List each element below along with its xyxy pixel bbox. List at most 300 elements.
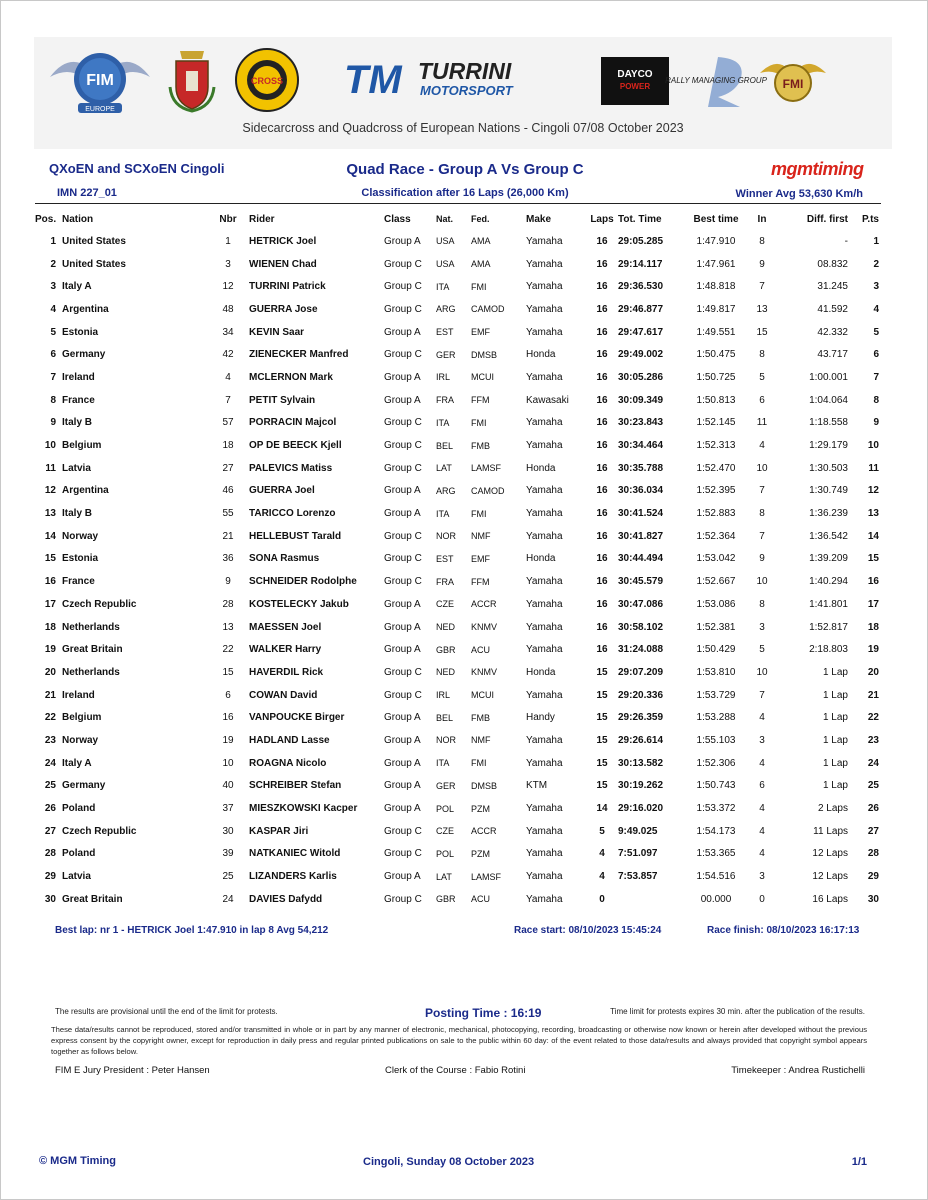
cell-make: Yamaha bbox=[526, 576, 563, 588]
cell-points: 18 bbox=[867, 621, 879, 633]
cell-best-lap-in: 3 bbox=[759, 621, 765, 633]
cell-make: Yamaha bbox=[526, 235, 563, 247]
cell-points: 12 bbox=[867, 485, 879, 497]
cell-diff-first: 43.717 bbox=[817, 349, 848, 361]
cell-position: 24 bbox=[44, 757, 56, 769]
cell-diff-first: 1:30.503 bbox=[809, 462, 848, 474]
cell-total-time: 29:49.002 bbox=[618, 349, 664, 361]
cell-nat-code: USA bbox=[436, 259, 455, 270]
table-row bbox=[35, 412, 881, 435]
table-row bbox=[35, 525, 881, 548]
table-header-row bbox=[35, 208, 881, 230]
cell-position: 26 bbox=[44, 803, 56, 815]
cell-diff-first: 1:04.064 bbox=[809, 394, 848, 406]
cell-best-time: 1:53.288 bbox=[696, 712, 736, 724]
cell-total-time: 30:41.524 bbox=[618, 508, 664, 520]
cell-position: 2 bbox=[50, 258, 56, 270]
cell-best-lap-in: 10 bbox=[756, 462, 768, 474]
cell-number: 9 bbox=[225, 576, 231, 588]
cell-rider: SONA Rasmus bbox=[249, 553, 320, 565]
clerk-of-course: Clerk of the Course : Fabio Rotini bbox=[385, 1065, 526, 1076]
provisional-note: The results are provisional until the end of the limit for protests. bbox=[55, 1007, 278, 1016]
cell-best-lap-in: 10 bbox=[756, 666, 768, 678]
cell-position: 6 bbox=[50, 349, 56, 361]
cell-position: 10 bbox=[44, 440, 56, 452]
cell-make: Yamaha bbox=[526, 871, 563, 883]
cell-diff-first: 08.832 bbox=[817, 258, 848, 270]
cell-best-time: 1:50.725 bbox=[696, 371, 736, 383]
cell-nat-code: IRL bbox=[436, 690, 451, 701]
cell-total-time: 31:24.088 bbox=[618, 644, 664, 656]
cell-points: 20 bbox=[867, 666, 879, 678]
cell-make: Handy bbox=[526, 712, 555, 724]
col-class-header: Class bbox=[384, 213, 411, 225]
cell-position: 15 bbox=[44, 553, 56, 565]
cell-best-lap-in: 4 bbox=[759, 848, 765, 860]
table-row bbox=[35, 616, 881, 639]
cell-best-time: 1:52.313 bbox=[696, 440, 736, 452]
cell-total-time: 30:35.788 bbox=[618, 462, 664, 474]
posting-time: Posting Time : 16:19 bbox=[425, 1006, 542, 1020]
cell-make: Honda bbox=[526, 462, 556, 474]
cell-federation: FMI bbox=[471, 281, 487, 292]
cell-number: 21 bbox=[222, 530, 234, 542]
cell-best-time: 1:54.173 bbox=[696, 825, 736, 837]
dayco-logo-text: DAYCO bbox=[617, 69, 653, 80]
cell-laps: 16 bbox=[596, 440, 608, 452]
cell-best-lap-in: 8 bbox=[759, 235, 765, 247]
cell-laps: 16 bbox=[596, 258, 608, 270]
cell-nat-code: ARG bbox=[436, 485, 456, 496]
table-row bbox=[35, 502, 881, 525]
cell-diff-first: 1:36.542 bbox=[809, 530, 848, 542]
table-row bbox=[35, 706, 881, 729]
cell-number: 24 bbox=[222, 893, 234, 905]
cell-laps: 16 bbox=[596, 417, 608, 429]
cell-federation: DMSB bbox=[471, 349, 498, 360]
cell-class: Group A bbox=[384, 757, 421, 769]
cell-diff-first: 1:39.209 bbox=[809, 553, 848, 565]
cell-position: 20 bbox=[44, 666, 56, 678]
col-nat-header: Nat. bbox=[436, 214, 454, 224]
cell-rider: MCLERNON Mark bbox=[249, 371, 333, 383]
cell-nation: Norway bbox=[62, 734, 99, 746]
cell-make: Yamaha bbox=[526, 825, 563, 837]
cell-points: 29 bbox=[867, 871, 879, 883]
cell-nation: Italy A bbox=[62, 281, 92, 293]
cell-make: Honda bbox=[526, 666, 556, 678]
cell-make: Yamaha bbox=[526, 530, 563, 542]
cell-laps: 16 bbox=[596, 621, 608, 633]
cell-number: 28 bbox=[222, 598, 234, 610]
cell-nat-code: ITA bbox=[436, 417, 450, 428]
cell-laps: 15 bbox=[596, 689, 608, 701]
race-title: Quad Race - Group A Vs Group C bbox=[346, 161, 584, 178]
cell-nat-code: NOR bbox=[436, 531, 456, 542]
cell-points: 23 bbox=[867, 734, 879, 746]
cell-position: 3 bbox=[50, 281, 56, 293]
cell-number: 10 bbox=[222, 757, 234, 769]
cell-federation: AMA bbox=[471, 259, 491, 270]
cell-points: 25 bbox=[867, 780, 879, 792]
cell-federation: MCUI bbox=[471, 372, 494, 383]
cell-federation: DMSB bbox=[471, 780, 498, 791]
cell-make: Yamaha bbox=[526, 417, 563, 429]
col-fed-header: Fed. bbox=[471, 214, 490, 224]
cell-class: Group C bbox=[384, 281, 422, 293]
cell-nat-code: LAT bbox=[436, 871, 452, 882]
cell-diff-first: 1 Lap bbox=[822, 689, 848, 701]
cell-position: 14 bbox=[44, 530, 56, 542]
cell-position: 12 bbox=[44, 485, 56, 497]
cell-points: 1 bbox=[873, 235, 879, 247]
cell-best-time: 1:54.516 bbox=[696, 871, 736, 883]
cell-position: 19 bbox=[44, 644, 56, 656]
cell-total-time: 7:53.857 bbox=[618, 871, 658, 883]
cell-position: 4 bbox=[50, 303, 56, 315]
cell-total-time: 29:26.359 bbox=[618, 712, 664, 724]
cell-position: 8 bbox=[50, 394, 56, 406]
cell-points: 8 bbox=[873, 394, 879, 406]
cell-total-time: 29:20.336 bbox=[618, 689, 664, 701]
cell-make: Honda bbox=[526, 553, 556, 565]
table-row bbox=[35, 752, 881, 775]
cell-points: 21 bbox=[867, 689, 879, 701]
cell-number: 48 bbox=[222, 303, 234, 315]
cell-laps: 5 bbox=[599, 825, 605, 837]
svg-text:MOTORSPORT: MOTORSPORT bbox=[420, 83, 513, 98]
cell-best-time: 1:52.395 bbox=[696, 485, 736, 497]
cell-total-time: 9:49.025 bbox=[618, 825, 658, 837]
fim-europe-logo bbox=[48, 47, 152, 115]
cell-class: Group C bbox=[384, 848, 422, 860]
cell-total-time: 30:23.843 bbox=[618, 417, 664, 429]
cell-diff-first: 1 Lap bbox=[822, 757, 848, 769]
cell-position: 27 bbox=[44, 825, 56, 837]
cell-federation: ACCR bbox=[471, 599, 497, 610]
cell-rider: HADLAND Lasse bbox=[249, 734, 330, 746]
protest-limit-note: Time limit for protests expires 30 min. after the publication of the results. bbox=[610, 1007, 865, 1016]
col-total-time-header: Tot. Time bbox=[618, 213, 662, 225]
cell-nat-code: GBR bbox=[436, 644, 456, 655]
cell-class: Group A bbox=[384, 326, 421, 338]
cell-best-time: 1:49.817 bbox=[696, 303, 736, 315]
cell-nation: Italy B bbox=[62, 417, 93, 429]
cell-laps: 16 bbox=[596, 371, 608, 383]
cell-make: Yamaha bbox=[526, 485, 563, 497]
cell-class: Group C bbox=[384, 440, 422, 452]
cell-best-lap-in: 11 bbox=[756, 417, 768, 429]
cell-diff-first: 1:30.749 bbox=[809, 485, 848, 497]
cell-federation: EMF bbox=[471, 553, 490, 564]
cell-federation: ACCR bbox=[471, 826, 497, 837]
cell-federation: EMF bbox=[471, 327, 490, 338]
winner-average: Winner Avg 53,630 Km/h bbox=[735, 188, 863, 200]
cell-nat-code: ARG bbox=[436, 304, 456, 315]
cell-points: 9 bbox=[873, 417, 879, 429]
cell-nat-code: CZE bbox=[436, 826, 454, 837]
cell-nation: Argentina bbox=[62, 303, 109, 315]
table-row bbox=[35, 775, 881, 798]
cell-make: Yamaha bbox=[526, 848, 563, 860]
cell-number: 19 bbox=[222, 734, 234, 746]
cell-make: KTM bbox=[526, 780, 548, 792]
cell-number: 39 bbox=[222, 848, 234, 860]
cell-number: 55 bbox=[222, 508, 234, 520]
cell-laps: 15 bbox=[596, 712, 608, 724]
cell-laps: 16 bbox=[596, 485, 608, 497]
cell-number: 6 bbox=[225, 689, 231, 701]
cell-nat-code: POL bbox=[436, 803, 455, 814]
cell-best-time: 1:52.883 bbox=[696, 508, 736, 520]
cell-diff-first: 12 Laps bbox=[812, 848, 848, 860]
cell-number: 46 bbox=[222, 485, 234, 497]
cell-best-lap-in: 4 bbox=[759, 825, 765, 837]
cell-make: Yamaha bbox=[526, 440, 563, 452]
cell-nat-code: POL bbox=[436, 848, 455, 859]
cell-total-time: 30:34.464 bbox=[618, 440, 664, 452]
cell-nation: Belgium bbox=[62, 440, 102, 452]
cell-number: 7 bbox=[225, 394, 231, 406]
cell-nation: Ireland bbox=[62, 689, 95, 701]
cell-nat-code: GBR bbox=[436, 894, 456, 905]
col-nation-header: Nation bbox=[62, 213, 94, 225]
table-row bbox=[35, 684, 881, 707]
results-table bbox=[35, 208, 881, 911]
cell-class: Group C bbox=[384, 530, 422, 542]
cell-rider: ROAGNA Nicolo bbox=[249, 757, 327, 769]
cell-total-time bbox=[618, 888, 684, 911]
cell-make: Honda bbox=[526, 349, 556, 361]
cell-position: 29 bbox=[44, 871, 56, 883]
svg-text:FMI: FMI bbox=[782, 77, 804, 91]
cell-best-lap-in: 7 bbox=[759, 485, 765, 497]
table-row bbox=[35, 593, 881, 616]
cell-best-time: 1:53.086 bbox=[696, 598, 736, 610]
cell-nat-code: NED bbox=[436, 622, 456, 633]
cell-class: Group C bbox=[384, 553, 422, 565]
cell-nat-code: ITA bbox=[436, 281, 450, 292]
cell-class: Group C bbox=[384, 689, 422, 701]
table-row bbox=[35, 797, 881, 820]
page-number: 1/1 bbox=[851, 1156, 867, 1168]
mgm-timing-logo: mgmtiming bbox=[771, 159, 864, 179]
cell-class: Group C bbox=[384, 576, 422, 588]
cell-diff-first: 1:36.239 bbox=[809, 508, 848, 520]
cell-laps: 15 bbox=[596, 666, 608, 678]
cell-make: Yamaha bbox=[526, 326, 563, 338]
cell-position: 23 bbox=[44, 734, 56, 746]
cell-rider: LIZANDERS Karlis bbox=[249, 871, 337, 883]
cell-class: Group A bbox=[384, 803, 421, 815]
cell-class: Group A bbox=[384, 371, 421, 383]
footer-copyright: © MGM Timing bbox=[39, 1155, 116, 1167]
svg-text:FIM: FIM bbox=[86, 72, 114, 89]
cell-federation: LAMSF bbox=[471, 463, 502, 474]
cell-number: 57 bbox=[222, 417, 234, 429]
cell-position: 1 bbox=[50, 235, 56, 247]
results-body bbox=[35, 230, 881, 911]
cell-laps: 16 bbox=[596, 644, 608, 656]
table-row bbox=[35, 548, 881, 571]
cell-total-time: 29:36.530 bbox=[618, 281, 664, 293]
cell-nat-code: FRA bbox=[436, 395, 454, 406]
cell-best-lap-in: 9 bbox=[759, 258, 765, 270]
cell-diff-first: 1 Lap bbox=[822, 666, 848, 678]
cell-best-lap-in: 4 bbox=[759, 440, 765, 452]
cell-class: Group A bbox=[384, 780, 421, 792]
cell-number: 34 bbox=[222, 326, 234, 338]
cell-total-time: 30:13.582 bbox=[618, 757, 664, 769]
cell-best-time: 1:52.364 bbox=[696, 530, 736, 542]
cell-class: Group C bbox=[384, 825, 422, 837]
cell-best-lap-in: 4 bbox=[759, 757, 765, 769]
cell-total-time: 29:26.614 bbox=[618, 734, 664, 746]
cell-laps: 16 bbox=[596, 326, 608, 338]
cell-number: 36 bbox=[222, 553, 234, 565]
cell-points: 27 bbox=[867, 825, 879, 837]
cell-total-time: 30:36.034 bbox=[618, 485, 664, 497]
cell-diff-first: 1:18.558 bbox=[809, 417, 848, 429]
cell-federation: PZM bbox=[471, 803, 490, 814]
cell-total-time: 30:58.102 bbox=[618, 621, 664, 633]
cell-class: Group A bbox=[384, 621, 421, 633]
cell-make: Yamaha bbox=[526, 803, 563, 815]
cell-laps: 16 bbox=[596, 303, 608, 315]
cell-make: Kawasaki bbox=[526, 394, 569, 406]
cell-points: 3 bbox=[873, 281, 879, 293]
cell-best-time: 1:52.381 bbox=[696, 621, 736, 633]
col-rider-header: Rider bbox=[249, 213, 275, 225]
cell-total-time: 29:14.117 bbox=[618, 258, 663, 270]
dayco-logo bbox=[601, 57, 669, 105]
cell-make: Yamaha bbox=[526, 689, 563, 701]
cell-nation: Estonia bbox=[62, 553, 99, 565]
cell-federation: PZM bbox=[471, 848, 490, 859]
cell-rider: HETRICK Joel bbox=[249, 235, 317, 247]
cell-laps: 14 bbox=[596, 803, 608, 815]
cell-nat-code: FRA bbox=[436, 576, 454, 587]
cell-number: 42 bbox=[222, 349, 234, 361]
cell-federation: ACU bbox=[471, 644, 491, 655]
cell-points: 6 bbox=[873, 349, 879, 361]
cell-federation: KNMV bbox=[471, 622, 498, 633]
jury-president: FIM E Jury President : Peter Hansen bbox=[55, 1065, 210, 1076]
cell-number: 15 bbox=[222, 666, 234, 678]
sponsor-logo-band bbox=[34, 37, 892, 149]
table-row bbox=[35, 865, 881, 888]
svg-text:TURRINI: TURRINI bbox=[418, 58, 512, 84]
cell-total-time: 30:47.086 bbox=[618, 598, 664, 610]
cell-federation: FMB bbox=[471, 712, 490, 723]
cell-federation: CAMOD bbox=[471, 485, 505, 496]
cell-federation: NMF bbox=[471, 735, 491, 746]
cell-laps: 16 bbox=[596, 576, 608, 588]
cell-laps: 16 bbox=[596, 394, 608, 406]
cell-diff-first: - bbox=[844, 235, 848, 247]
cell-nation: Ireland bbox=[62, 371, 95, 383]
cell-number: 40 bbox=[222, 780, 234, 792]
footer-place-date: Cingoli, Sunday 08 October 2023 bbox=[363, 1156, 535, 1168]
cell-federation: FMI bbox=[471, 508, 487, 519]
cell-federation: KNMV bbox=[471, 667, 498, 678]
cell-number: 4 bbox=[225, 371, 231, 383]
cell-federation: CAMOD bbox=[471, 304, 505, 315]
cell-number: 3 bbox=[225, 258, 231, 270]
cell-federation: LAMSF bbox=[471, 871, 502, 882]
cell-make: Yamaha bbox=[526, 508, 563, 520]
cell-rider: NATKANIEC Witold bbox=[249, 848, 341, 860]
table-row bbox=[35, 888, 881, 911]
cell-rider: COWAN David bbox=[249, 689, 318, 701]
cell-laps: 16 bbox=[596, 349, 608, 361]
cell-total-time: 30:44.494 bbox=[618, 553, 664, 565]
cell-diff-first: 1:52.817 bbox=[809, 621, 848, 633]
cell-federation: FFM bbox=[471, 576, 490, 587]
col-best-time-header: Best time bbox=[693, 213, 739, 225]
cell-points: 15 bbox=[867, 553, 879, 565]
best-lap-info: Best lap: nr 1 - HETRICK Joel 1:47.910 in lap 8 Avg 54,212 bbox=[55, 925, 329, 936]
cell-nation: Germany bbox=[62, 349, 106, 361]
cell-nat-code: USA bbox=[436, 236, 455, 247]
cell-best-lap-in: 15 bbox=[756, 326, 768, 338]
cell-nat-code: BEL bbox=[436, 712, 454, 723]
cell-class: Group C bbox=[384, 666, 422, 678]
cell-rider: KEVIN Saar bbox=[249, 326, 305, 338]
cell-laps: 15 bbox=[596, 757, 608, 769]
col-make-header: Make bbox=[526, 213, 552, 225]
cell-best-lap-in: 3 bbox=[759, 871, 765, 883]
cell-nat-code: ITA bbox=[436, 508, 450, 519]
cell-laps: 16 bbox=[596, 508, 608, 520]
cell-number: 12 bbox=[222, 281, 234, 293]
cell-laps: 16 bbox=[596, 462, 608, 474]
cell-total-time: 30:41.827 bbox=[618, 530, 664, 542]
event-name: QXoEN and SCXoEN Cingoli bbox=[49, 161, 225, 176]
cell-laps: 15 bbox=[596, 734, 608, 746]
moto-club-logo bbox=[234, 47, 300, 113]
cell-best-time: 1:53.810 bbox=[696, 666, 736, 678]
cell-nation: Belgium bbox=[62, 712, 102, 724]
cell-number: 1 bbox=[225, 235, 231, 247]
cell-best-time: 1:49.551 bbox=[696, 326, 736, 338]
cell-make: Yamaha bbox=[526, 598, 563, 610]
cell-best-time: 1:47.961 bbox=[696, 258, 736, 270]
cell-points: 26 bbox=[867, 803, 879, 815]
cell-rider: HAVERDIL Rick bbox=[249, 666, 324, 678]
cell-points: 30 bbox=[867, 893, 879, 905]
cell-rider: WALKER Harry bbox=[249, 644, 322, 656]
table-row bbox=[35, 366, 881, 389]
table-row bbox=[35, 843, 881, 866]
cell-best-time: 1:47.910 bbox=[696, 235, 736, 247]
event-subtitle: Sidecarcross and Quadcross of European Nations - Cingoli 07/08 October 2023 bbox=[242, 121, 684, 135]
cell-class: Group A bbox=[384, 598, 421, 610]
cell-diff-first: 1 Lap bbox=[822, 734, 848, 746]
cell-best-time: 1:52.145 bbox=[696, 417, 736, 429]
cell-federation: MCUI bbox=[471, 690, 494, 701]
cell-points: 24 bbox=[867, 757, 879, 769]
cell-make: Yamaha bbox=[526, 644, 563, 656]
cell-laps: 0 bbox=[599, 893, 605, 905]
cell-position: 18 bbox=[44, 621, 56, 633]
cell-diff-first: 42.332 bbox=[817, 326, 848, 338]
cell-nation: Great Britain bbox=[62, 644, 123, 656]
cell-rider: KOSTELECKY Jakub bbox=[249, 598, 349, 610]
cell-best-time: 1:50.475 bbox=[696, 349, 736, 361]
cell-class: Group C bbox=[384, 417, 422, 429]
cell-diff-first: 31.245 bbox=[817, 281, 848, 293]
